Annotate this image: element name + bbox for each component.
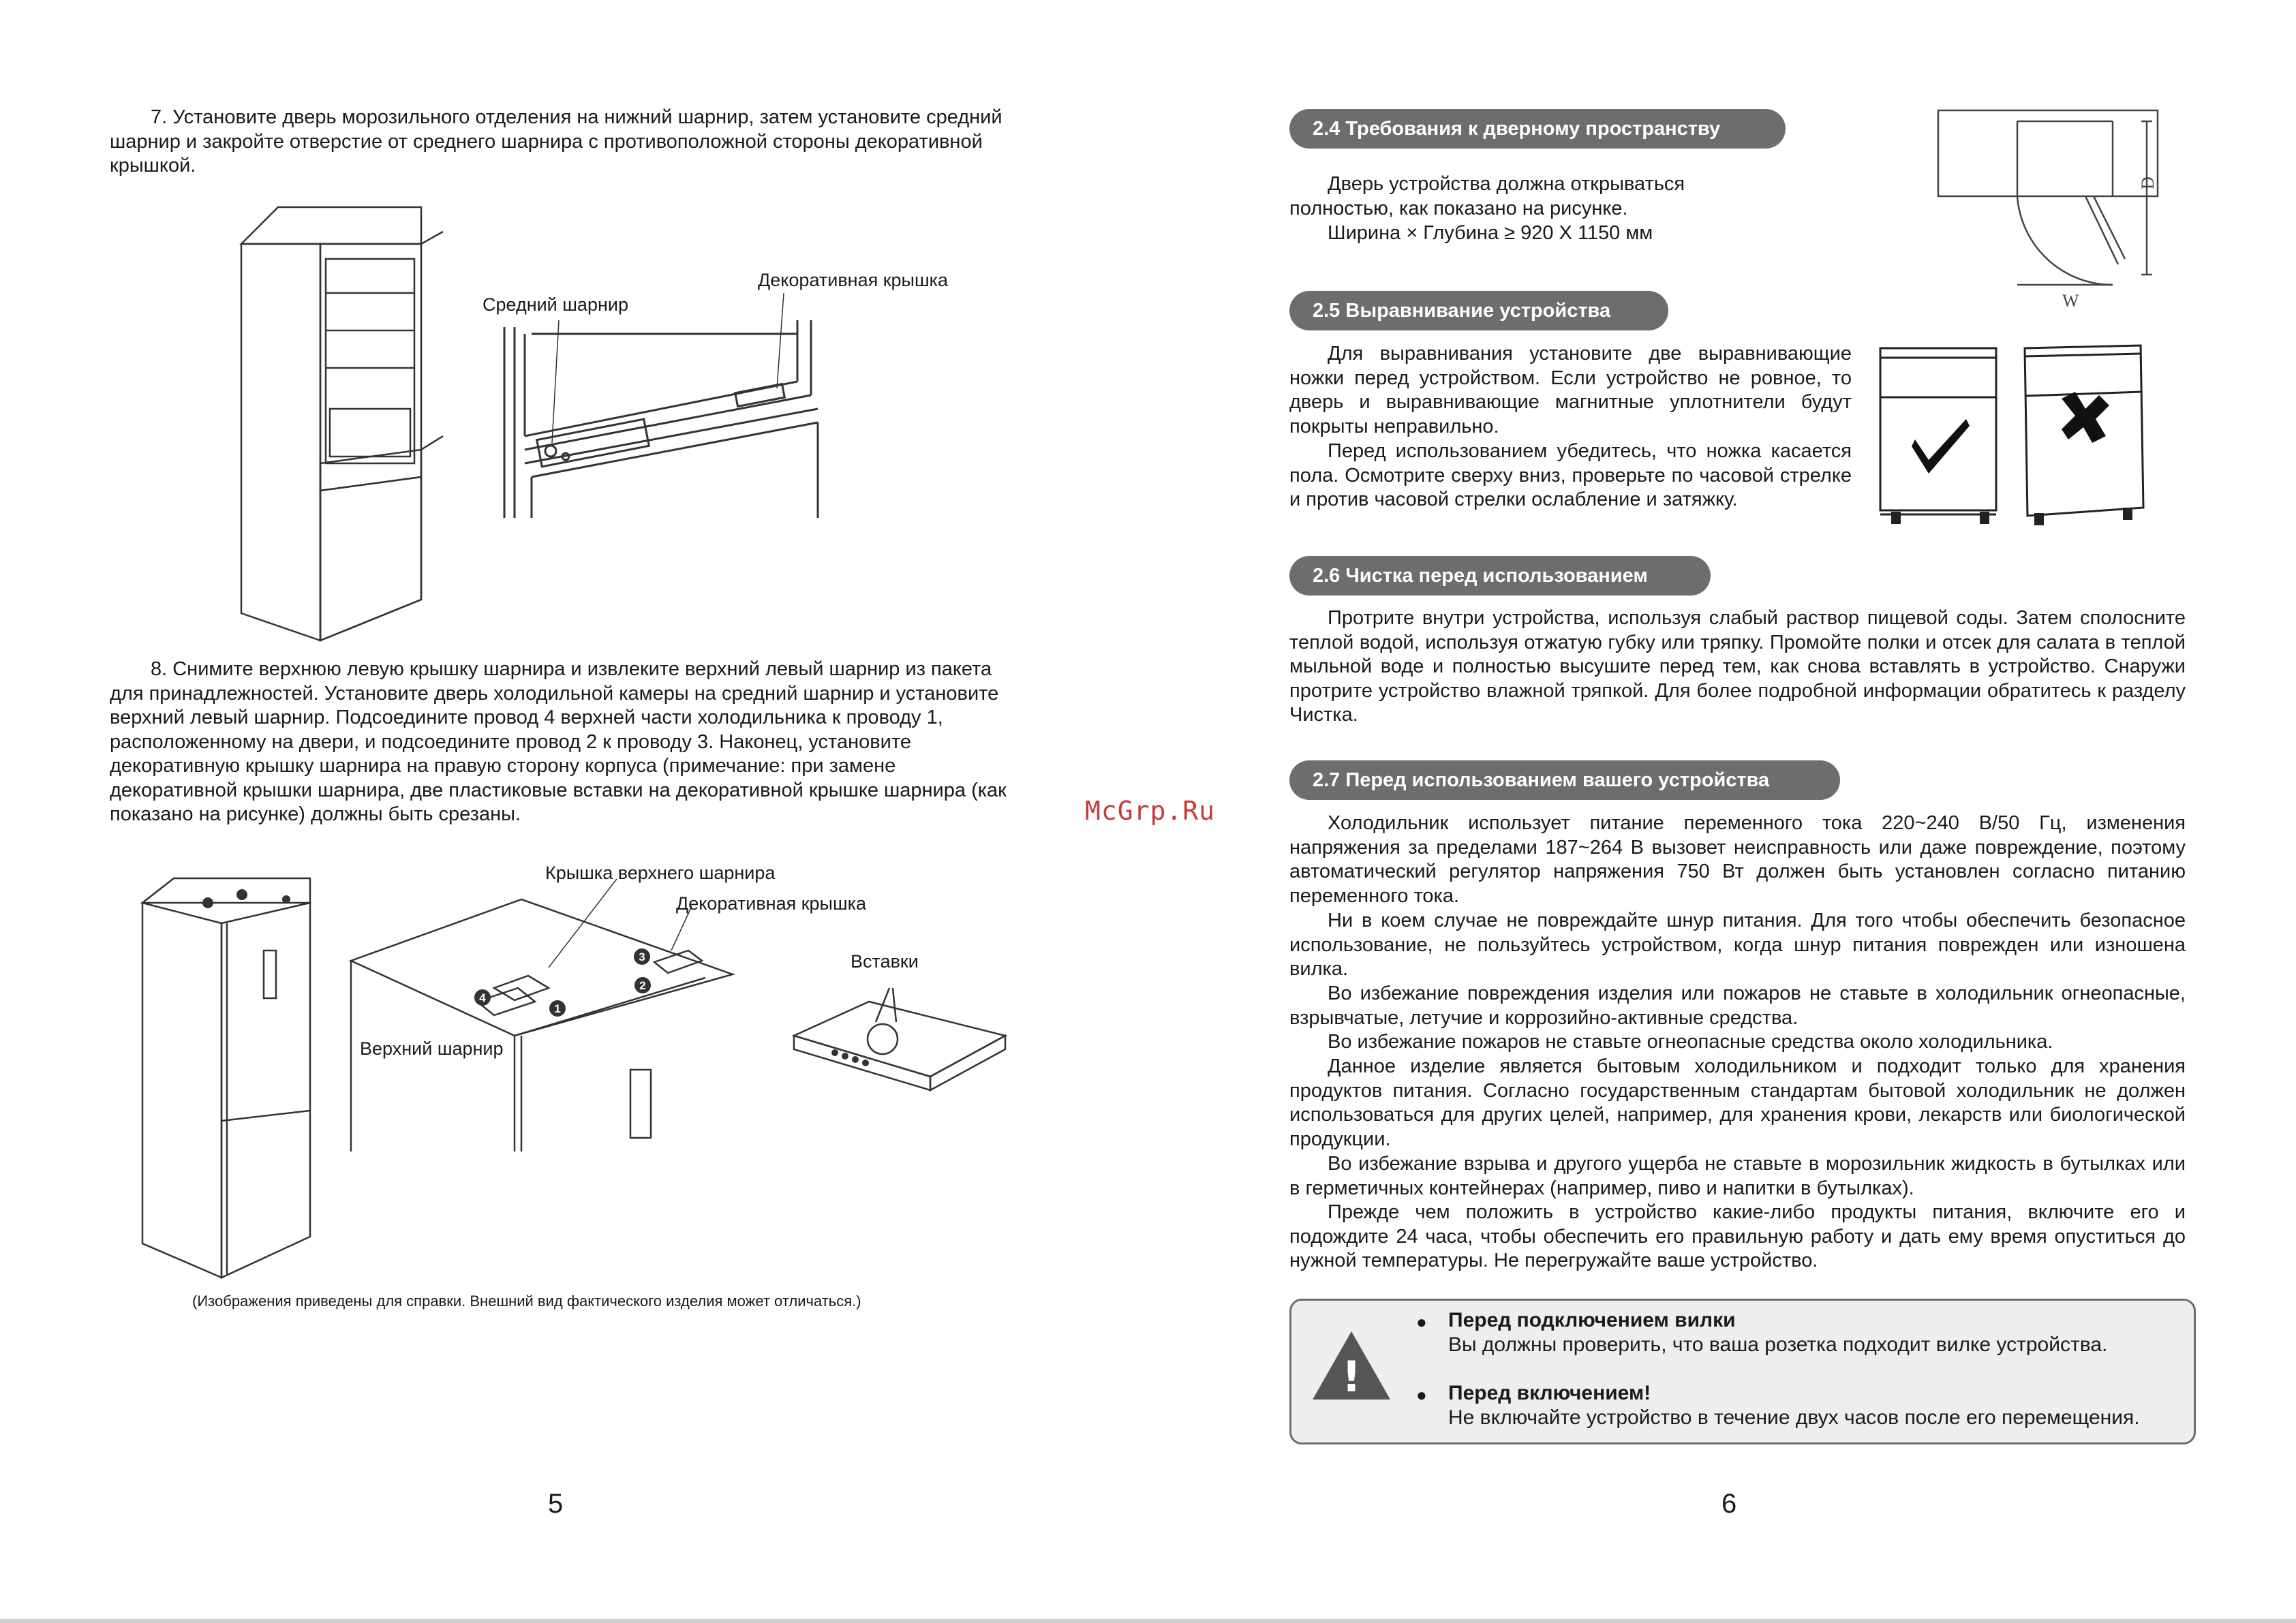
warning-icon-mark: ! <box>1341 1352 1362 1402</box>
section-2-7-title: 2.7 Перед использованием вашего устройства <box>1289 760 1840 800</box>
s25-para-1: Для выравнивания установите две выравнивающие ножки перед устройством. Если устройство не ровное, то дверь и выравнивающие магнитные уплотнители будут покрыты неправильно. <box>1289 343 1852 437</box>
s27-para-4: Во избежание пожаров не ставьте огнеопасные средства около холодильника. <box>1328 1031 2053 1053</box>
insert-cover-illustration <box>794 981 1012 1097</box>
s27-para-1: Холодильник использует питание переменного тока 220~240 В/50 Гц, изменения напряжения за пределами 187~264 В вызовет неисправность или даже повреждение, поэтому автоматический регулятор напряжения 750 Вт должен быть установлен согласно питанию переменного тока. <box>1289 812 2186 907</box>
inserts-label: Вставки <box>851 951 919 972</box>
step-8-text: 8. Снимите верхнюю левую крышку шарнира и извлеките верхний левый шарнир из пакета для принадлежностей. Установите дверь холодильной камеры на средний шарнир и установите верхний левый шарнир. Подсоедините провод 4 верхней части холодильника к проводу 1, расположенному на двери, и подсоедините провод 2 к проводу 3. Наконец, установите декоративную крышку шарнира на правую сторону корпуса (примечание: при замене декоративной крышки шарнира, две пластиковые вставки на декоративной крышке шарнира (как показано на рисунке) должны быть срезаны. <box>110 658 1007 825</box>
fridge-open-illustration <box>239 204 443 640</box>
reference-note: (Изображения приведены для справки. Внешний вид фактического изделия может отличаться.) <box>192 1293 861 1310</box>
warning-1-text: Вы должны проверить, что ваша розетка подходит вилке устройства. <box>1448 1333 2108 1356</box>
bottom-edge <box>0 1619 2296 1623</box>
decor-cover-label-2: Декоративная крышка <box>676 893 867 914</box>
page-number-left: 5 <box>548 1489 564 1519</box>
s27-para-2: Ни в коем случае не повреждайте шнур питания. Для того чтобы обеспечить безопасное использование, не пользуйтесь устройством, когда шнур питания поврежден или изношена вилка. <box>1289 910 2186 980</box>
level-correct-illustration <box>1878 344 2000 528</box>
decor-cover-label-1: Декоративная крышка <box>758 270 949 290</box>
section-2-4-title: 2.4 Требования к дверному пространству <box>1289 109 1786 149</box>
warning-2-text: Не включайте устройство в течение двух часов после его перемещения. <box>1448 1406 2140 1429</box>
bullet-1: ● <box>1416 1312 1427 1332</box>
top-hinge-closeup <box>351 899 733 1151</box>
section-2-5-title: 2.5 Выравнивание устройства <box>1289 291 1668 330</box>
s24-line3: Ширина × Глубина ≥ 920 X 1150 мм <box>1328 222 1653 244</box>
s27-para-7: Прежде чем положить в устройство какие-либо продукты питания, включите его и подождите 24 часа, чтобы обеспечить его правильную работу и дать ему время опуститься до нужной температуры. Не перегружайте ваше устройство. <box>1289 1201 2186 1271</box>
s26-para-1: Протрите внутри устройства, используя слабый раствор пищевой соды. Затем сполосните теплой водой, используя отжатую губку или тряпку. Промойте полки и отсек для салата в теплой мыльной воде и полностью высушите перед тем, как снова вставлять в устройство. Снаружи протрите устройство влажной тряпкой. Для более подробной информации обратитесь к разделу Чистка. <box>1289 607 2186 726</box>
s24-line1: Дверь устройства должна открываться <box>1328 173 1685 195</box>
section-2-6-title: 2.6 Чистка перед использованием <box>1289 556 1711 596</box>
step-7-text: 7. Установите дверь морозильного отделения на нижний шарнир, затем установите средний шарнир и закройте отверстие от среднего шарнира с противоположной стороны декоративной крышкой. <box>110 106 1002 176</box>
page-number-right: 6 <box>1721 1489 1737 1519</box>
s27-para-5: Данное изделие является бытовым холодильником и подходит только для хранения продуктов питания. Согласно государственным стандартам бытовой холодильник не должен использоваться для других целей, например, для хранения крови, лекарств или биологической продукции. <box>1289 1055 2186 1150</box>
dim-w-label: W <box>2062 291 2079 311</box>
dim-d-label: D <box>2138 176 2158 189</box>
callout-1: 1 <box>554 1002 561 1015</box>
top-hinge-cover-label: Крышка верхнего шарнира <box>545 863 776 883</box>
door-space-diagram <box>1935 108 2160 312</box>
warning-2-title: Перед включением! <box>1448 1382 1651 1404</box>
warning-1-title: Перед подключением вилки <box>1448 1309 1736 1331</box>
callout-2: 2 <box>639 979 646 992</box>
s24-line2: полностью, как показано на рисунке. <box>1289 198 1628 219</box>
callout-3: 3 <box>639 950 645 963</box>
fridge-closed-illustration <box>140 876 324 1278</box>
middle-hinge-label: Средний шарнир <box>483 294 628 315</box>
s27-para-3: Во избежание повреждения изделия или пожаров не ставьте в холодильник огнеопасные, взрывчатые, летучие и коррозийно-активные средства. <box>1289 983 2186 1029</box>
level-wrong-illustration <box>2021 344 2150 528</box>
middle-hinge-closeup <box>498 320 825 518</box>
s27-para-6: Во избежание взрыва и другого ущерба не ставьте в морозильник жидкость в бутылках или в герметичных контейнерах (например, пиво и напитки в бутылках). <box>1289 1153 2186 1199</box>
s25-para-2: Перед использованием убедитесь, что ножка касается пола. Осмотрите сверху вниз, проверьте по часовой стрелке и против часовой стрелки ослабление и затяжку. <box>1289 440 1852 510</box>
top-hinge-label: Верхний шарнир <box>360 1038 504 1059</box>
watermark: McGrp.Ru <box>1085 796 1216 826</box>
bullet-2: ● <box>1416 1385 1427 1405</box>
warning-icon <box>1311 1329 1392 1402</box>
callout-4: 4 <box>479 991 486 1004</box>
